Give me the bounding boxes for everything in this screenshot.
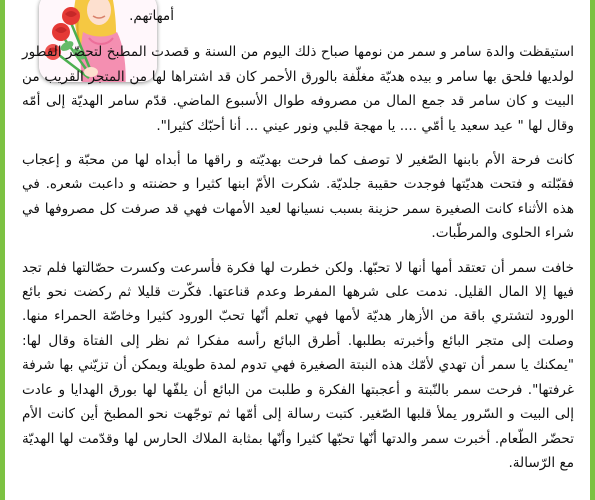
paragraph-1: استيقظت والدة سامر و سمر من نومها صباح ذلك اليوم من السنة و قصدت المطبخ لتحضّر الفطور لولديها فلحق بها سامر و بيده هديّة مغلّفة بالورق الأحمر كان قد اشتراها لها من المتجر القريب من البيت و كان سامر قد جمع المال من مصروفه طوال الأسبوع الماضي. قدّم سامر الهديّة إلى أمّه وقال لها " عيد سعيد يا أمّي .... يا مهجة قلبي ونور عيني ... أنا أحبّك كثيرا".	[22, 44, 574, 134]
lead-line: أمهاتهم.	[129, 8, 174, 24]
story-text	[22, 4, 574, 485]
paragraph-3: خافت سمر أن تعتقد أمها أنها لا تحبّها. ولكن خطرت لها فكرة فأسرعت وكسرت حصّالتها فلم تجد فيها إلا المال القليل. ندمت على شرهها المفرط وعدم قناعتها. فكّرت قليلا ثم ركضت نحو بائع الورود لتشتري باقة من الأزهار هديّة لأمها فهي تعلم أنّها تحبّ الورود كثيرا وخاصّة الحمراء منها. وصلت إلى متجر البائع وأخبرته بطلبها. أطرق البائع رأسه مفكرا ثم نظر إلى الفتاة وقال لها: "يمكنك يا سمر أن تهدي لأمّك هذه النبتة الصغيرة فهي تدوم لمدة طويلة ويمكن أن تزيّني بها شرفة غرفتها". فرحت سمر بالنّبتة و أعجبتها الفكرة و طلبت من البائع أن يلفّها لها بورق الهدايا و عادت إلى البيت و السّرور يملأ قلبها الصّغير. كتبت رسالة إلى أمّها ثم توجّهت نحو المطبخ أين كانت الأم تحضّر الطّعام. أخبرت سمر والدتها أنّها تحبّها كثيرا وأنّها بمثابة الملاك الحارس لها وقدّمت لها الهديّة مع الرّسالة.	[22, 259, 574, 471]
paragraph-2: كانت فرحة الأم بابنها الصّغير لا توصف كما فرحت بهديّته و راقها ما أبداه لها من محبّة و إعجاب فقبّلته و فتحت هديّتها فوجدت حقيبة جلديّة. شكرت الأمّ ابنها كثيرا و حضنته و داعبت شعره. في هذه الأثناء كانت الصغيرة سمر حزينة بسبب نسيانها لعيد الأمهات فهي قد صرفت كل مصروفها في شراء الحلوى والمرطّبات.	[22, 152, 574, 242]
